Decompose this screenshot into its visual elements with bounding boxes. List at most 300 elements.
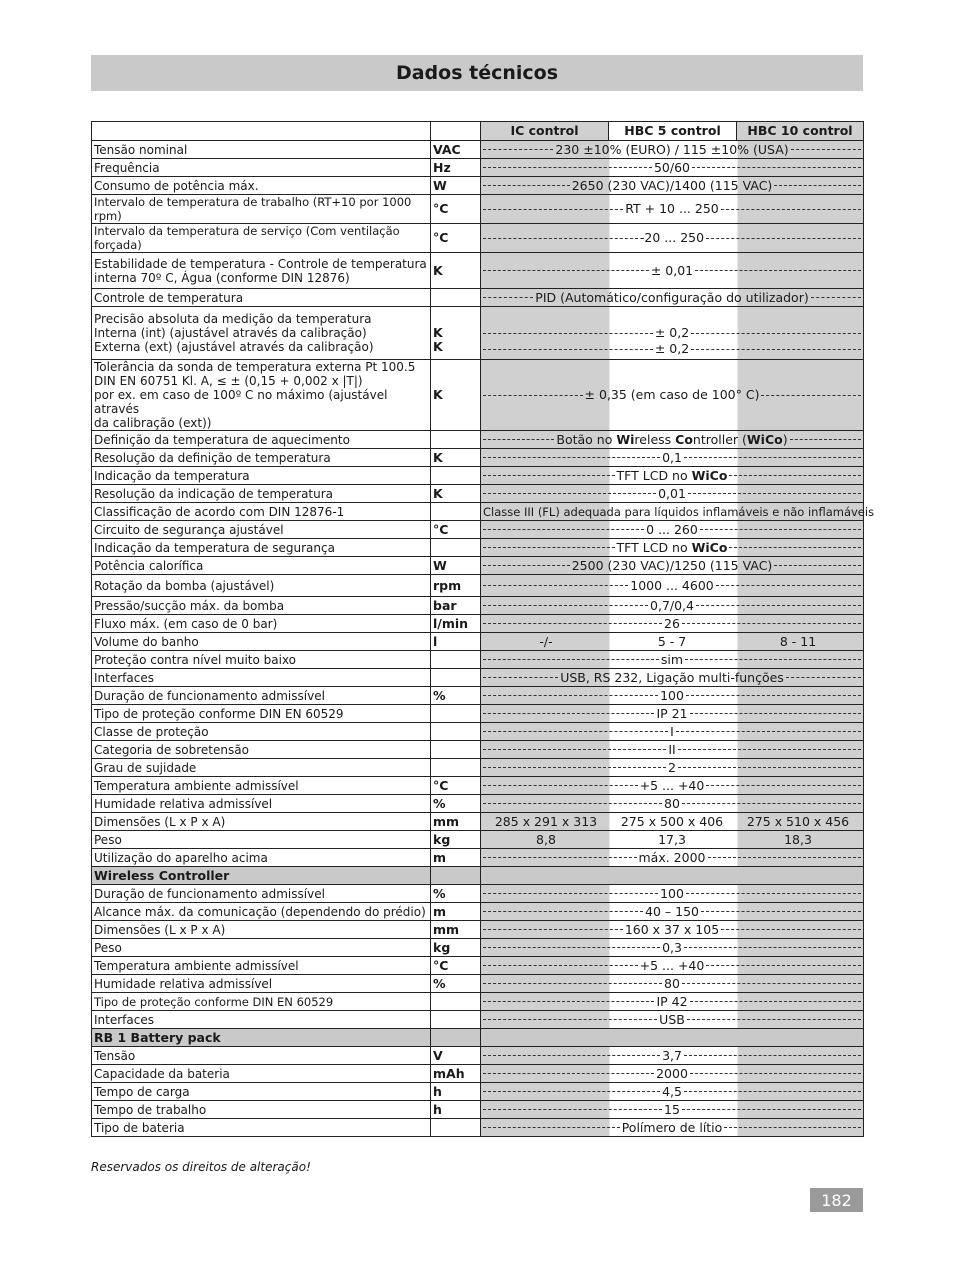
table-row (92, 651, 864, 669)
row-description: Tipo de proteção conforme DIN EN 60529 (92, 993, 431, 1011)
row-value-text: +5 ... +40 (639, 957, 705, 973)
row-value-text: 80 (664, 975, 680, 991)
row-value (481, 633, 864, 651)
row-description: Duração de funcionamento admissível (92, 885, 431, 903)
row-value (481, 921, 864, 939)
row-value-text: Botão no Wireless Controller (WiCo) (556, 431, 788, 447)
row-value-line (483, 179, 861, 193)
row-value-columns (483, 833, 861, 847)
row-value-text: sim (660, 651, 684, 667)
row-description: Intervalo da temperatura de serviço (Com ventilação forçada) (92, 224, 431, 253)
table-row (92, 431, 864, 449)
row-value (481, 903, 864, 921)
row-description: Classificação de acordo com DIN 12876-1 (92, 503, 431, 521)
row-value-text: 40 – 150 (645, 903, 699, 919)
row-value (481, 1119, 864, 1137)
row-value (481, 360, 864, 431)
row-value (481, 993, 864, 1011)
row-description: Humidade relativa admissível (92, 975, 431, 993)
row-value-text: ± 0,01 (650, 262, 694, 278)
table-row (92, 289, 864, 307)
row-value-line (483, 451, 861, 465)
row-value-text: I (670, 723, 674, 739)
row-value (481, 831, 864, 849)
row-description: Dimensões (L x P x A) (92, 921, 431, 939)
row-value-text: USB, RS 232, Ligação multi-funções (560, 669, 784, 685)
table-row (92, 795, 864, 813)
row-value (481, 939, 864, 957)
header-unit-blank (431, 122, 481, 141)
row-value-text: 0,7/0,4 (650, 597, 694, 613)
table-row (92, 975, 864, 993)
row-value (481, 307, 864, 360)
row-unit: K (431, 253, 481, 289)
row-value-line (483, 671, 861, 685)
table-row (92, 813, 864, 831)
row-value (481, 224, 864, 253)
row-value (481, 849, 864, 867)
row-unit: kg (431, 939, 481, 957)
row-value (481, 521, 864, 539)
row-value-line (483, 743, 861, 757)
table-row (92, 921, 864, 939)
row-value-line (483, 291, 861, 305)
row-value-text: +5 ... +40 (639, 777, 705, 793)
row-value-text: Polímero de lítio (621, 1119, 723, 1135)
row-value (481, 741, 864, 759)
row-description: Pressão/sucção máx. da bomba (92, 597, 431, 615)
row-description: Dimensões (L x P x A) (92, 813, 431, 831)
row-value-text: IP 21 (656, 705, 688, 721)
row-value-text: TFT LCD no WiCo (616, 467, 728, 483)
table-row (92, 1101, 864, 1119)
table-row (92, 615, 864, 633)
row-value-line (483, 725, 861, 739)
row-value-text: 2650 (230 VAC)/1400 (115 VAC) (571, 177, 773, 193)
row-value-cell: 8 - 11 (779, 633, 817, 649)
row-value-line (483, 541, 861, 555)
row-value-text: USB (659, 1011, 685, 1027)
table-row (92, 557, 864, 575)
row-value (481, 485, 864, 503)
table-row (92, 1011, 864, 1029)
section-header-row (92, 867, 864, 885)
table-row (92, 1065, 864, 1083)
row-value-line (483, 923, 861, 937)
row-unit (431, 431, 481, 449)
row-description: Volume do banho (92, 633, 431, 651)
row-description: Consumo de potência máx. (92, 177, 431, 195)
row-value-line (483, 1013, 861, 1027)
row-description: Potência calorífica (92, 557, 431, 575)
row-value-columns (483, 635, 861, 649)
table-row (92, 957, 864, 975)
row-value-text: 0,01 (658, 485, 686, 501)
row-description: Indicação da temperatura de segurança (92, 539, 431, 557)
row-description: Fluxo máx. (em caso de 0 bar) (92, 615, 431, 633)
row-description: Peso (92, 939, 431, 957)
row-value-line (483, 1103, 861, 1117)
row-value (481, 195, 864, 224)
row-value-line (483, 707, 861, 721)
row-value-text: 15 (664, 1101, 680, 1117)
row-value-text: PID (Automático/configuração do utilizador) (535, 289, 809, 305)
row-description: Circuito de segurança ajustável (92, 521, 431, 539)
row-unit: W (431, 557, 481, 575)
table-row (92, 849, 864, 867)
header-blank (92, 122, 431, 141)
row-value-cell: 17,3 (658, 831, 686, 847)
table-row (92, 159, 864, 177)
row-unit: °C (431, 195, 481, 224)
row-value-text: TFT LCD no WiCo (616, 539, 728, 555)
section-values-blank (481, 1029, 864, 1047)
table-row (92, 903, 864, 921)
row-value-text: 4,5 (662, 1083, 682, 1099)
column-header-hbc5-control: HBC 5 control (609, 122, 737, 141)
row-unit (431, 1011, 481, 1029)
row-value-text: IP 42 (656, 993, 688, 1009)
row-value-line (483, 599, 861, 613)
row-value-line (483, 388, 861, 402)
row-value-line (483, 1067, 861, 1081)
row-value (481, 141, 864, 159)
row-description: Classe de proteção (92, 723, 431, 741)
row-value (481, 159, 864, 177)
row-description: Resolução da indicação de temperatura (92, 485, 431, 503)
table-row (92, 669, 864, 687)
row-unit: °C (431, 521, 481, 539)
row-value-line (483, 161, 861, 175)
row-value-line: ± 0,2 (483, 341, 861, 357)
row-description: Grau de sujidade (92, 759, 431, 777)
table-row (92, 885, 864, 903)
table-row (92, 307, 864, 360)
row-unit: °C (431, 957, 481, 975)
row-value-text: -20 ... 250 (639, 230, 705, 245)
row-value-text: 2 (668, 759, 676, 775)
table-row (92, 1047, 864, 1065)
row-description: Temperatura ambiente admissível (92, 777, 431, 795)
page-title: Dados técnicos (395, 62, 559, 84)
row-unit: °C (431, 777, 481, 795)
row-value (481, 539, 864, 557)
row-value-line (483, 977, 861, 991)
row-unit: K (431, 449, 481, 467)
row-unit (431, 289, 481, 307)
row-unit: % (431, 687, 481, 705)
row-value-cell: 275 x 500 x 406 (620, 813, 724, 829)
row-value-text: 0 ... 260 (646, 521, 698, 537)
row-value-line (483, 579, 861, 593)
table-row (92, 467, 864, 485)
row-unit: K K (431, 307, 481, 360)
row-description: Estabilidade de temperatura - Controle de temperatura interna 70º C, Água (conforme DIN 12876) (92, 253, 431, 289)
table-row (92, 141, 864, 159)
row-value-line (483, 689, 861, 703)
title-bar (91, 55, 863, 91)
row-value-line (483, 887, 861, 901)
table-header-row (92, 122, 864, 141)
row-description: Duração de funcionamento admissível (92, 687, 431, 705)
row-description: Tempo de trabalho (92, 1101, 431, 1119)
row-unit (431, 539, 481, 557)
row-value-text: 50/60 (653, 159, 691, 175)
row-unit: °C (431, 224, 481, 253)
row-description: Temperatura ambiente admissível (92, 957, 431, 975)
table-row (92, 741, 864, 759)
row-unit: mm (431, 813, 481, 831)
table-row (92, 177, 864, 195)
row-value-line (483, 523, 861, 537)
row-description: Rotação da bomba (ajustável) (92, 575, 431, 597)
row-value (481, 557, 864, 575)
row-unit: % (431, 885, 481, 903)
table-row (92, 597, 864, 615)
row-value (481, 1065, 864, 1083)
row-value (481, 1047, 864, 1065)
row-description: Tolerância da sonda de temperatura externa Pt 100.5 DIN EN 60751 Kl. A, ≤ ± (0,15 + 0,002 x |T|) por ex. em caso de 100º C no máximo (ajustável através da calibração (ext)) (92, 360, 431, 431)
row-description: Resolução da definição de temperatura (92, 449, 431, 467)
row-value (481, 687, 864, 705)
row-value-text: 1000 ... 4600 (630, 577, 714, 593)
row-value-line (483, 1085, 861, 1099)
row-unit: h (431, 1083, 481, 1101)
row-description: Alcance máx. da comunicação (dependendo do prédio) (92, 903, 431, 921)
table-row (92, 521, 864, 539)
row-value (481, 615, 864, 633)
row-value (481, 795, 864, 813)
table-row (92, 253, 864, 289)
row-value (481, 575, 864, 597)
row-value-text: 0,3 (662, 939, 682, 955)
row-value (481, 177, 864, 195)
row-value (481, 503, 875, 521)
row-value (481, 975, 864, 993)
row-unit (431, 467, 481, 485)
row-value-line (483, 309, 861, 325)
row-unit (431, 1119, 481, 1137)
row-unit (431, 993, 481, 1011)
row-unit: m (431, 849, 481, 867)
row-value-text: 3,7 (662, 1047, 682, 1063)
row-value-cell: 18,3 (784, 831, 812, 847)
column-header-hbc10-control: HBC 10 control (737, 122, 864, 141)
row-unit: bar (431, 597, 481, 615)
page-number: 182 (810, 1188, 863, 1212)
column-header-ic-control: IC control (481, 122, 609, 141)
row-value (481, 651, 864, 669)
row-unit: mAh (431, 1065, 481, 1083)
row-value-line (483, 941, 861, 955)
row-value (481, 1011, 864, 1029)
row-value-text: 230 ±10% (EURO) / 115 ±10% (USA) (555, 141, 789, 157)
row-description: Intervalo de temperatura de trabalho (RT+10 por 1000 rpm) (92, 195, 431, 224)
row-unit: l (431, 633, 481, 651)
row-value-text: 26 (664, 615, 680, 631)
row-unit: rpm (431, 575, 481, 597)
table-row (92, 575, 864, 597)
row-value-line: ± 0,2 (483, 325, 861, 341)
row-unit: K (431, 360, 481, 431)
row-value-line (483, 469, 861, 483)
row-value-text: ± 0,35 (em caso de 100° C) (584, 387, 760, 402)
row-value-line (483, 264, 861, 278)
row-value (481, 597, 864, 615)
row-value-text: II (668, 741, 676, 757)
row-description: Interfaces (92, 669, 431, 687)
row-unit: m (431, 903, 481, 921)
row-value-cell: 8,8 (536, 831, 556, 847)
row-description: Proteção contra nível muito baixo (92, 651, 431, 669)
table-row (92, 633, 864, 651)
section-values-blank (481, 867, 864, 885)
spec-table (91, 121, 875, 1137)
row-value-line (483, 905, 861, 919)
row-value-line (483, 1049, 861, 1063)
row-unit: W (431, 177, 481, 195)
row-value (481, 449, 864, 467)
row-unit (431, 503, 481, 521)
row-unit: % (431, 975, 481, 993)
table-row (92, 831, 864, 849)
row-value-text: 2000 (656, 1065, 688, 1081)
table-row (92, 449, 864, 467)
row-value-line (483, 1121, 861, 1135)
row-value-line (483, 797, 861, 811)
table-row (92, 503, 864, 521)
row-description: Capacidade da bateria (92, 1065, 431, 1083)
row-description: Tensão nominal (92, 141, 431, 159)
row-value-line (483, 959, 861, 973)
row-unit: mm (431, 921, 481, 939)
row-description: Indicação da temperatura (92, 467, 431, 485)
row-value (481, 723, 864, 741)
row-unit: VAC (431, 141, 481, 159)
table-row (92, 224, 864, 253)
row-value-line (483, 617, 861, 631)
footer-note: Reservados os direitos de alteração! (91, 1160, 311, 1174)
row-value (481, 957, 864, 975)
section-title: RB 1 Battery pack (92, 1029, 431, 1047)
row-value-text: 2500 (230 VAC)/1250 (115 VAC) (571, 557, 773, 573)
row-description: Precisão absoluta da medição da temperatura Interna (int) (ajustável através da calibração) Externa (ext) (ajustável através da calibração) (92, 307, 431, 360)
row-unit (431, 651, 481, 669)
row-value-text: máx. 2000 (638, 849, 706, 865)
row-value (481, 777, 864, 795)
table-row (92, 939, 864, 957)
row-description: Tensão (92, 1047, 431, 1065)
row-value-text: 160 x 37 x 105 (624, 921, 720, 937)
row-value-columns (483, 815, 861, 829)
row-value-line (483, 143, 861, 157)
row-unit: h (431, 1101, 481, 1119)
row-value (481, 813, 864, 831)
row-value (481, 885, 864, 903)
row-value-line (483, 995, 861, 1009)
row-description: Tipo de bateria (92, 1119, 431, 1137)
row-value-text: Classe III (FL) adequada para líquidos inflamáveis e não inflamáveis (483, 504, 875, 519)
row-value (481, 253, 864, 289)
table-row (92, 1083, 864, 1101)
row-unit: K (431, 485, 481, 503)
table-row (92, 687, 864, 705)
row-value (481, 289, 864, 307)
row-value-cell: 275 x 510 x 456 (746, 813, 850, 829)
row-unit: kg (431, 831, 481, 849)
table-row (92, 539, 864, 557)
section-header-row (92, 1029, 864, 1047)
row-unit (431, 705, 481, 723)
row-value-line (483, 761, 861, 775)
row-value (481, 431, 864, 449)
section-unit-blank (431, 867, 481, 885)
row-description: Controle de temperatura (92, 289, 431, 307)
row-value-line (483, 779, 861, 793)
row-unit (431, 759, 481, 777)
row-value-cell: -/- (539, 633, 553, 649)
row-value-text: 100 (660, 687, 684, 703)
row-value-text: 80 (664, 795, 680, 811)
row-description: Utilização do aparelho acima (92, 849, 431, 867)
row-value-line (483, 653, 861, 667)
row-description: Categoria de sobretensão (92, 741, 431, 759)
row-description: Humidade relativa admissível (92, 795, 431, 813)
row-value-cell: 5 - 7 (657, 633, 687, 649)
section-unit-blank (431, 1029, 481, 1047)
table-row (92, 1119, 864, 1137)
row-value (481, 669, 864, 687)
row-value-text: 100 (660, 885, 684, 901)
row-value (481, 705, 864, 723)
table-row (92, 705, 864, 723)
row-unit (431, 669, 481, 687)
row-value-cell: 285 x 291 x 313 (494, 813, 598, 829)
row-value (481, 1083, 864, 1101)
row-value-lines (483, 309, 861, 357)
row-description: Interfaces (92, 1011, 431, 1029)
row-value-line (483, 433, 861, 447)
section-title: Wireless Controller (92, 867, 431, 885)
row-value-line (483, 559, 861, 573)
row-unit: Hz (431, 159, 481, 177)
row-value-line (483, 202, 861, 216)
row-unit: l/min (431, 615, 481, 633)
table-row (92, 777, 864, 795)
row-unit: % (431, 795, 481, 813)
row-unit (431, 741, 481, 759)
row-description: Frequência (92, 159, 431, 177)
table-row (92, 759, 864, 777)
row-value-line (483, 851, 861, 865)
row-value-text: RT + 10 ... 250 (625, 201, 719, 216)
row-unit: V (431, 1047, 481, 1065)
row-value-line (483, 487, 861, 501)
table-row (92, 723, 864, 741)
row-description: Tempo de carga (92, 1083, 431, 1101)
table-row (92, 993, 864, 1011)
row-description: Definição da temperatura de aquecimento (92, 431, 431, 449)
row-description: Peso (92, 831, 431, 849)
row-value-line (483, 231, 861, 245)
row-value-text: 0,1 (662, 449, 682, 465)
row-value (481, 759, 864, 777)
row-value (481, 467, 864, 485)
table-row (92, 195, 864, 224)
table-row (92, 360, 864, 431)
row-description: Tipo de proteção conforme DIN EN 60529 (92, 705, 431, 723)
row-unit (431, 723, 481, 741)
